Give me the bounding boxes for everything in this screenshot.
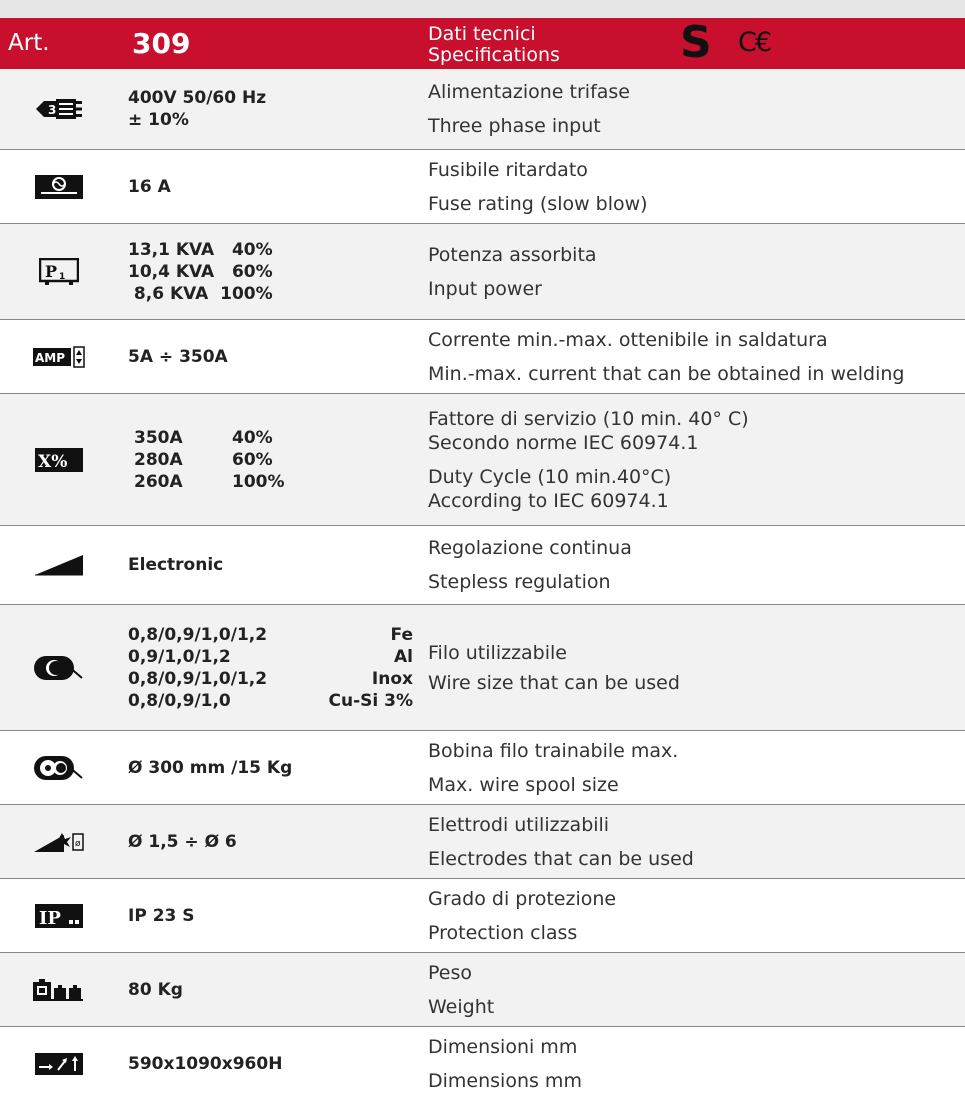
desc-english: Min.-max. current that can be obtained in welding [428, 362, 905, 385]
electrode-icon [34, 831, 84, 853]
spec-row-fuse [0, 150, 965, 224]
description-cell [421, 320, 965, 393]
value-cell: Ø 300 mm /15 Kg [128, 757, 293, 778]
fuse-icon [35, 175, 83, 199]
weight-icon [33, 979, 85, 1001]
description-cell [421, 605, 965, 730]
desc-english: Weight [428, 995, 495, 1018]
desc-italian: Potenza assorbita [428, 243, 597, 266]
svg-text:IP: IP [39, 907, 61, 928]
description-cell [421, 953, 965, 1026]
wire-spool-icon [34, 756, 84, 780]
desc-italian: Fusibile ritardato [428, 158, 588, 181]
value-cell: 5A ÷ 350A [128, 346, 228, 367]
spec-row-wire [0, 605, 965, 731]
description-cell [421, 731, 965, 804]
duty-line: 280A 60% [134, 449, 273, 470]
header-title [428, 24, 560, 66]
desc-english: Electrodes that can be used [428, 847, 694, 870]
regulation-ramp-icon [34, 554, 84, 576]
value-cell [118, 224, 421, 319]
spec-rows [0, 69, 965, 1101]
svg-text:X%: X% [38, 451, 68, 472]
svg-text:ø: ø [75, 838, 81, 849]
title-english: Specifications [428, 44, 560, 66]
icon-cell [0, 605, 118, 730]
description-cell [421, 69, 965, 149]
desc-italian: Regolazione continua [428, 537, 632, 559]
wire-values [128, 624, 413, 712]
value-text: 400V 50/60 Hz ± 10% [128, 88, 267, 130]
description-cell [421, 526, 965, 604]
desc-english: Three phase input [428, 115, 601, 137]
description-cell [421, 394, 965, 525]
description-cell [421, 1027, 965, 1101]
dimensions-icon [35, 1053, 83, 1075]
icon-cell [0, 879, 118, 952]
description-cell [421, 805, 965, 878]
desc-italian: Bobina filo trainabile max. [428, 739, 679, 762]
desc-italian: Filo utilizzabile [428, 641, 567, 664]
desc-english: Fuse rating (slow blow) [428, 192, 648, 215]
spec-row-spool [0, 731, 965, 805]
art-number: 309 [132, 27, 191, 60]
icon-cell [0, 224, 118, 319]
spec-row-weight [0, 953, 965, 1027]
spec-row-power-supply [0, 69, 965, 150]
spec-row-current-range [0, 320, 965, 394]
wire-line: 0,8/0,9/1,0/1,2 Inox [128, 668, 413, 689]
value-cell [118, 605, 421, 730]
desc-italian: Elettrodi utilizzabili [428, 813, 610, 836]
desc-italian: Corrente min.-max. ottenibile in saldatura [428, 328, 828, 351]
spec-row-input-power [0, 224, 965, 320]
spec-row-electrodes [0, 805, 965, 879]
wire-line: 0,8/0,9/1,0 Cu-Si 3% [128, 690, 413, 711]
svg-text:1: 1 [59, 271, 66, 282]
spec-row-duty-cycle [0, 394, 965, 526]
spec-header [0, 18, 965, 69]
icon-cell [0, 1027, 118, 1101]
input-power-icon [39, 258, 79, 286]
icon-cell [0, 731, 118, 804]
desc-english: Stepless regulation [428, 571, 611, 593]
value-cell: Electronic [128, 555, 224, 575]
art-label: Art. [8, 30, 50, 56]
duty-cycle-icon [35, 448, 83, 472]
value-cell: IP 23 S [128, 905, 195, 926]
desc-italian: Grado di protezione [428, 887, 617, 910]
value-cell: 16 A [128, 176, 171, 197]
icon-cell [0, 953, 118, 1026]
value-cell: Ø 1,5 ÷ Ø 6 [128, 831, 237, 852]
icon-cell [0, 526, 118, 604]
duty-values [128, 427, 285, 493]
desc-english: Input power [428, 277, 542, 300]
description-cell [421, 224, 965, 319]
spec-row-dimensions [0, 1027, 965, 1101]
top-band [0, 0, 965, 18]
icon-cell [0, 320, 118, 393]
value-cell [118, 69, 421, 149]
icon-cell [0, 150, 118, 223]
value-cell: 80 Kg [128, 979, 183, 1000]
icon-cell [0, 394, 118, 525]
spec-row-regulation [0, 526, 965, 605]
ce-mark: C€ [738, 27, 771, 58]
s-mark: S [680, 17, 712, 68]
desc-italian: Dimensioni mm [428, 1036, 578, 1058]
desc-english: Wire size that can be used [428, 671, 680, 694]
icon-cell [0, 69, 118, 149]
desc-italian-2: Secondo norme IEC 60974.1 [428, 431, 699, 454]
value-cell [118, 394, 421, 525]
value-cell: 590x1090x960H [128, 1054, 283, 1074]
wire-line: 0,9/1,0/1,2 Al [128, 646, 413, 667]
desc-english-1: Duty Cycle (10 min.40°C) [428, 465, 672, 488]
wire-line: 0,8/0,9/1,0/1,2 Fe [128, 624, 413, 645]
ip-protection-icon [35, 904, 83, 928]
spec-row-protection [0, 879, 965, 953]
desc-english-2: According to IEC 60974.1 [428, 489, 669, 512]
desc-italian: Peso [428, 961, 472, 984]
desc-italian: Alimentazione trifase [428, 81, 630, 103]
wire-reel-icon [34, 656, 84, 680]
desc-english: Protection class [428, 921, 578, 944]
amp-range-icon [33, 346, 85, 368]
svg-text:3: 3 [48, 103, 57, 117]
duty-line: 350A 40% [134, 427, 273, 448]
description-cell [421, 879, 965, 952]
desc-english: Max. wire spool size [428, 773, 619, 796]
three-phase-plug-icon [34, 96, 84, 122]
value-text: 13,1 KVA 40% 10,4 KVA 60% 8,6 KVA 100% [128, 239, 273, 304]
icon-cell [0, 805, 118, 878]
title-italian: Dati tecnici [428, 23, 536, 45]
duty-line: 260A 100% [134, 471, 285, 492]
svg-text:AMP: AMP [35, 350, 66, 365]
svg-text:P: P [45, 261, 58, 281]
description-cell [421, 150, 965, 223]
desc-english: Dimensions mm [428, 1070, 582, 1092]
desc-italian-1: Fattore di servizio (10 min. 40° C) [428, 407, 749, 430]
